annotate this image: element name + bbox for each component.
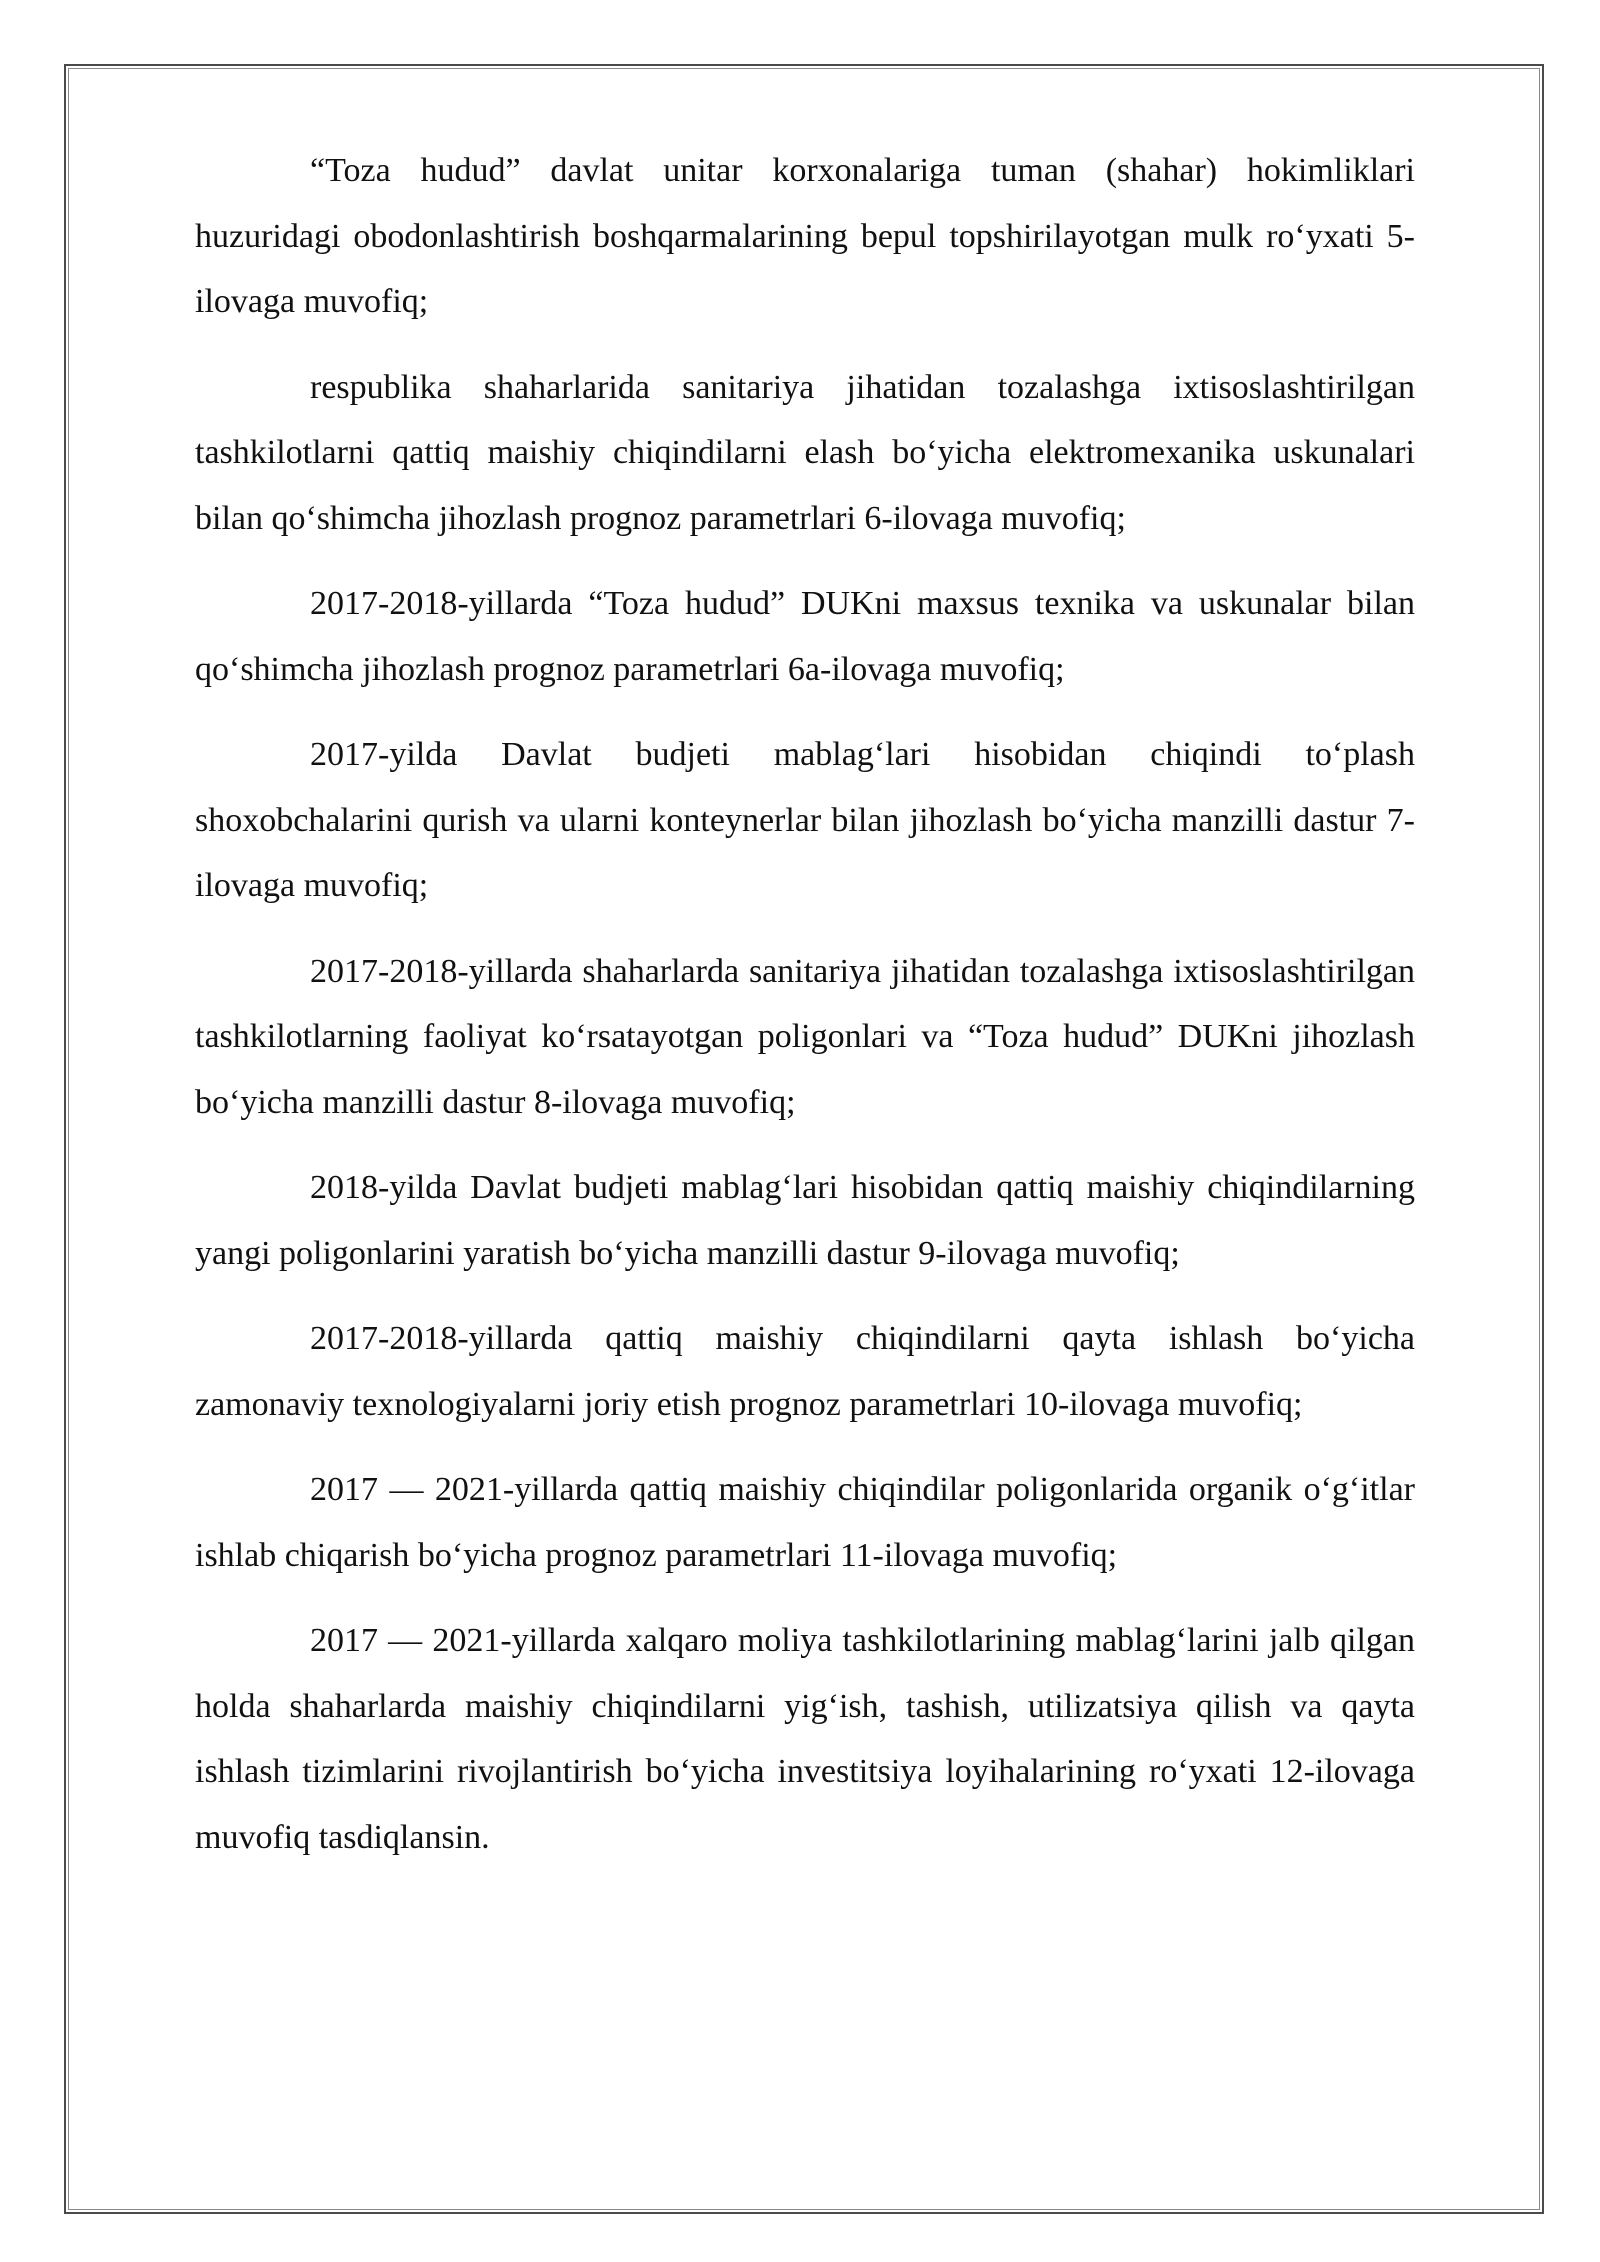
document-body xyxy=(195,138,1415,1890)
paragraph-annex-6: respublika shaharlarida sanitariya jihatidan tozalashga ixtisoslashtirilgan tashkilotlarni qattiq maishiy chiqindilarni elash bo‘yicha elektromexanika uskunalari bilan qo‘shimcha jihozlash prognoz parametrlari 6-ilovaga muvofiq; xyxy=(195,368,1415,537)
paragraph-annex-6a: 2017-2018-yillarda “Toza hudud” DUKni maxsus texnika va uskunalar bilan qo‘shimcha jihozlash prognoz parametrlari 6a-ilovaga muvofiq; xyxy=(195,585,1415,688)
paragraph-annex-9: 2018-yilda Davlat budjeti mablag‘lari hisobidan qattiq maishiy chiqindilarning yangi poligonlarini yaratish bo‘yicha manzilli dastur 9-ilovaga muvofiq; xyxy=(195,1169,1415,1272)
paragraph-annex-5: “Toza hudud” davlat unitar korxonalariga tuman (shahar) hokimliklari huzuridagi obodonlashtirish boshqarmalarining bepul topshirilayotgan mulk ro‘yxati 5-ilovaga muvofiq; xyxy=(195,152,1415,320)
paragraph-annex-8: 2017-2018-yillarda shaharlarda sanitariya jihatidan tozalashga ixtisoslashtirilgan tashkilotlarning faoliyat ko‘rsatayotgan poligonlari va “Toza hudud” DUKni jihozlash bo‘yicha manzilli dastur 8-ilovaga muvofiq; xyxy=(195,952,1415,1121)
paragraph-annex-11: 2017 — 2021-yillarda qattiq maishiy chiqindilar poligonlarida organik o‘g‘itlar ishlab chiqarish bo‘yicha prognoz parametrlari 11-ilovaga muvofiq; xyxy=(195,1471,1415,1574)
paragraph-annex-10: 2017-2018-yillarda qattiq maishiy chiqindilarni qayta ishlash bo‘yicha zamonaviy texnologiyalarni joriy etish prognoz parametrlari 10-ilovaga muvofiq; xyxy=(195,1320,1415,1423)
paragraph-annex-7: 2017-yilda Davlat budjeti mablag‘lari hisobidan chiqindi to‘plash shoxobchalarini qurish va ularni konteynerlar bilan jihozlash bo‘yicha manzilli dastur 7-ilovaga muvofiq; xyxy=(195,736,1415,904)
paragraph-annex-12: 2017 — 2021-yillarda xalqaro moliya tashkilotlarining mablag‘larini jalb qilgan holda shaharlarda maishiy chiqindilarni yig‘ish, tashish, utilizatsiya qilish va qayta ishlash tizimlarini rivojlantirish bo‘yicha investitsiya loyihalarining ro‘yxati 12-ilovaga muvofiq tasdiqlansin. xyxy=(195,1622,1415,1856)
